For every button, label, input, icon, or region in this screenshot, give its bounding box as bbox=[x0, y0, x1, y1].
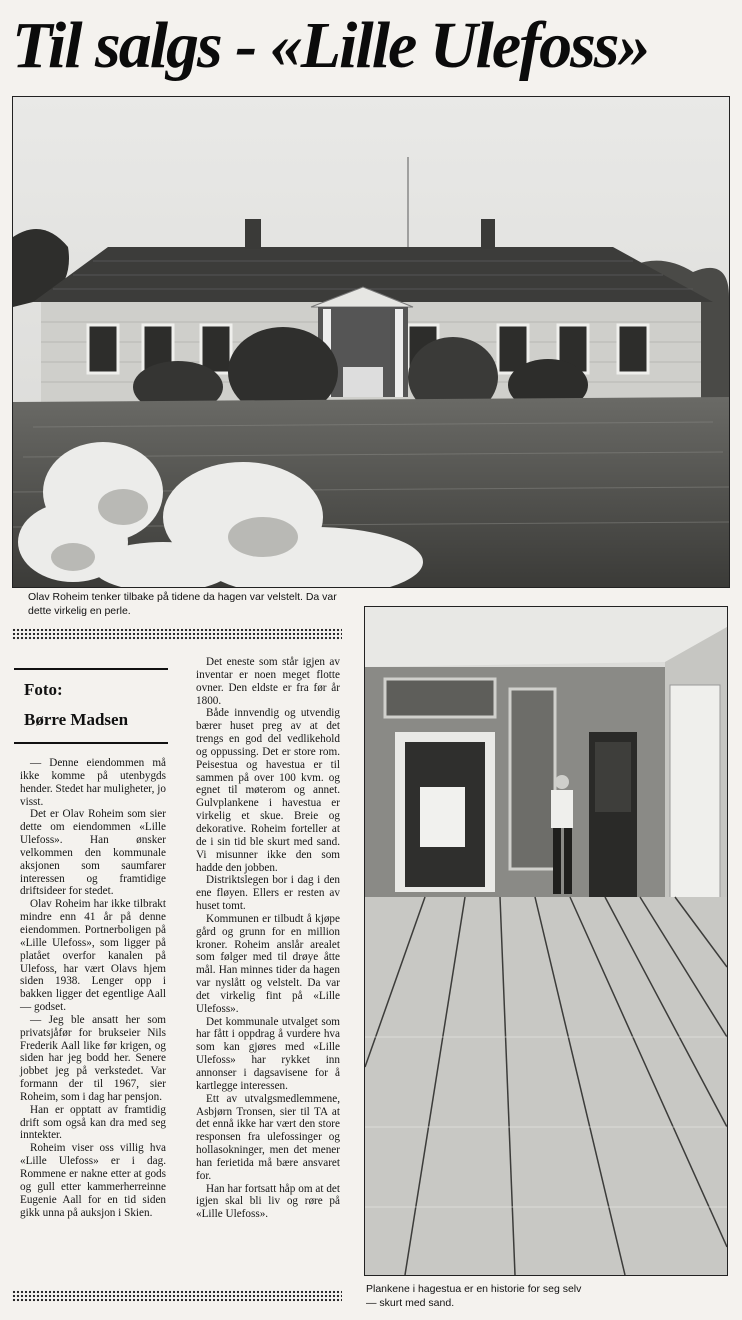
paragraph: Han har fortsatt håp om at det igjen skal bli liv og røre på «Lille Ulefoss». bbox=[196, 1182, 340, 1221]
house-photo bbox=[12, 96, 730, 588]
paragraph: Det kommunale utvalget som har fått i oppdrag å vurdere hva som kan gjøres med «Lille Ulefoss» har rykket inn annonser i dagsavisene for å kartlegge interessen. bbox=[196, 1015, 340, 1092]
interior-illustration-icon bbox=[365, 607, 727, 1275]
paragraph: Olav Roheim har ikke tilbrakt mindre enn 41 år på denne eiendommen. Portnerboligen på «Lille Ulefoss», som ligger på platået overfor kanalen på Ulefoss, har vært Olavs hjem siden 1938. Lenger opp i bakken ligger det egentlige Aall — godset. bbox=[20, 898, 166, 1014]
paragraph: Det eneste som står igjen av inventar er noen meget flotte ovner. Den eldste er fra før år 1800. bbox=[196, 656, 340, 707]
article-column-1 bbox=[20, 757, 166, 1219]
paragraph: Roheim viser oss villig hva «Lille Ulefoss» er i dag. Rommene er nakne etter at gods og gull etter kammerherreinne Eugenie Aall for en tid siden gikk unna på auksjon i Skien. bbox=[20, 1142, 166, 1219]
dotted-divider bbox=[12, 1290, 342, 1302]
dotted-divider bbox=[12, 628, 342, 640]
paragraph: Han er opptatt av framtidig drift som også kan dra med seg inntekter. bbox=[20, 1103, 166, 1142]
paragraph: Både innvendig og utvendig bærer huset preg av at det trengs en god del vedlikehold og oppussing. Det er store rom. Peisestua og havestua er til sammen på over 100 kvm. og egnet til møterom og annet. Gulvplankene i havestua er virkelig et skue. Breie og dekorative. Roheim forteller at de i sin tid ble skurt med sand. Vi misunner ikke den som hadde den jobben. bbox=[196, 707, 340, 874]
caption-line: Plankene i hagestua er en historie for seg selv bbox=[366, 1283, 582, 1295]
caption-line: — skurt med sand. bbox=[366, 1297, 455, 1309]
paragraph: Ett av utvalgsmedlemmene, Asbjørn Tronsen, sier til TA at det ennå ikke har vært den store responsen fra ulefossinger og hollasokninger, men det mener han ferietida må bære ansvaret for. bbox=[196, 1092, 340, 1182]
headline: Til salgs - «Lille Ulefoss» bbox=[12, 9, 649, 82]
byline-label: Foto: bbox=[24, 680, 63, 699]
paragraph: — Jeg ble ansatt her som privatsjåfør for brukseier Nils Frederik Aall like før krigen, og siden har jeg bodd her. Senere jobbet jeg på verkstedet. Var formann der til 1967, sier Roheim, som i dag har pensjon. bbox=[20, 1013, 166, 1103]
paragraph: Kommunen er tilbudt å kjøpe gård og grunn for en million kroner. Roheim anslår arealet som følger med til drøye åtte mål. Han minnes tider da hagen var nyslått og velstelt. Da var det virkelig fint på «Lille Ulefoss». bbox=[196, 912, 340, 1015]
paragraph: Distriktslegen bor i dag i den ene fløyen. Ellers er resten av huset tomt. bbox=[196, 874, 340, 913]
caption-line: dette virkelig en perle. bbox=[28, 605, 131, 617]
interior-photo-caption bbox=[366, 1282, 726, 1310]
article-column-2 bbox=[196, 656, 340, 1221]
caption-line: Olav Roheim tenker tilbake på tidene da hagen var velstelt. Da var bbox=[28, 591, 337, 603]
house-illustration-icon bbox=[13, 97, 729, 587]
paragraph: Det er Olav Roheim som sier dette om eiendommen «Lille Ulefoss». Han ønsker velkommen den kommunale aksjonen som saumfarer interessen og framtidige driftsideer for stedet. bbox=[20, 808, 166, 898]
paragraph: — Denne eiendommen må ikke komme på utenbygds hender. Stedet har muligheter, jo visst. bbox=[20, 757, 166, 808]
byline bbox=[14, 668, 168, 744]
interior-photo bbox=[364, 606, 728, 1276]
byline-name: Børre Madsen bbox=[24, 710, 129, 729]
